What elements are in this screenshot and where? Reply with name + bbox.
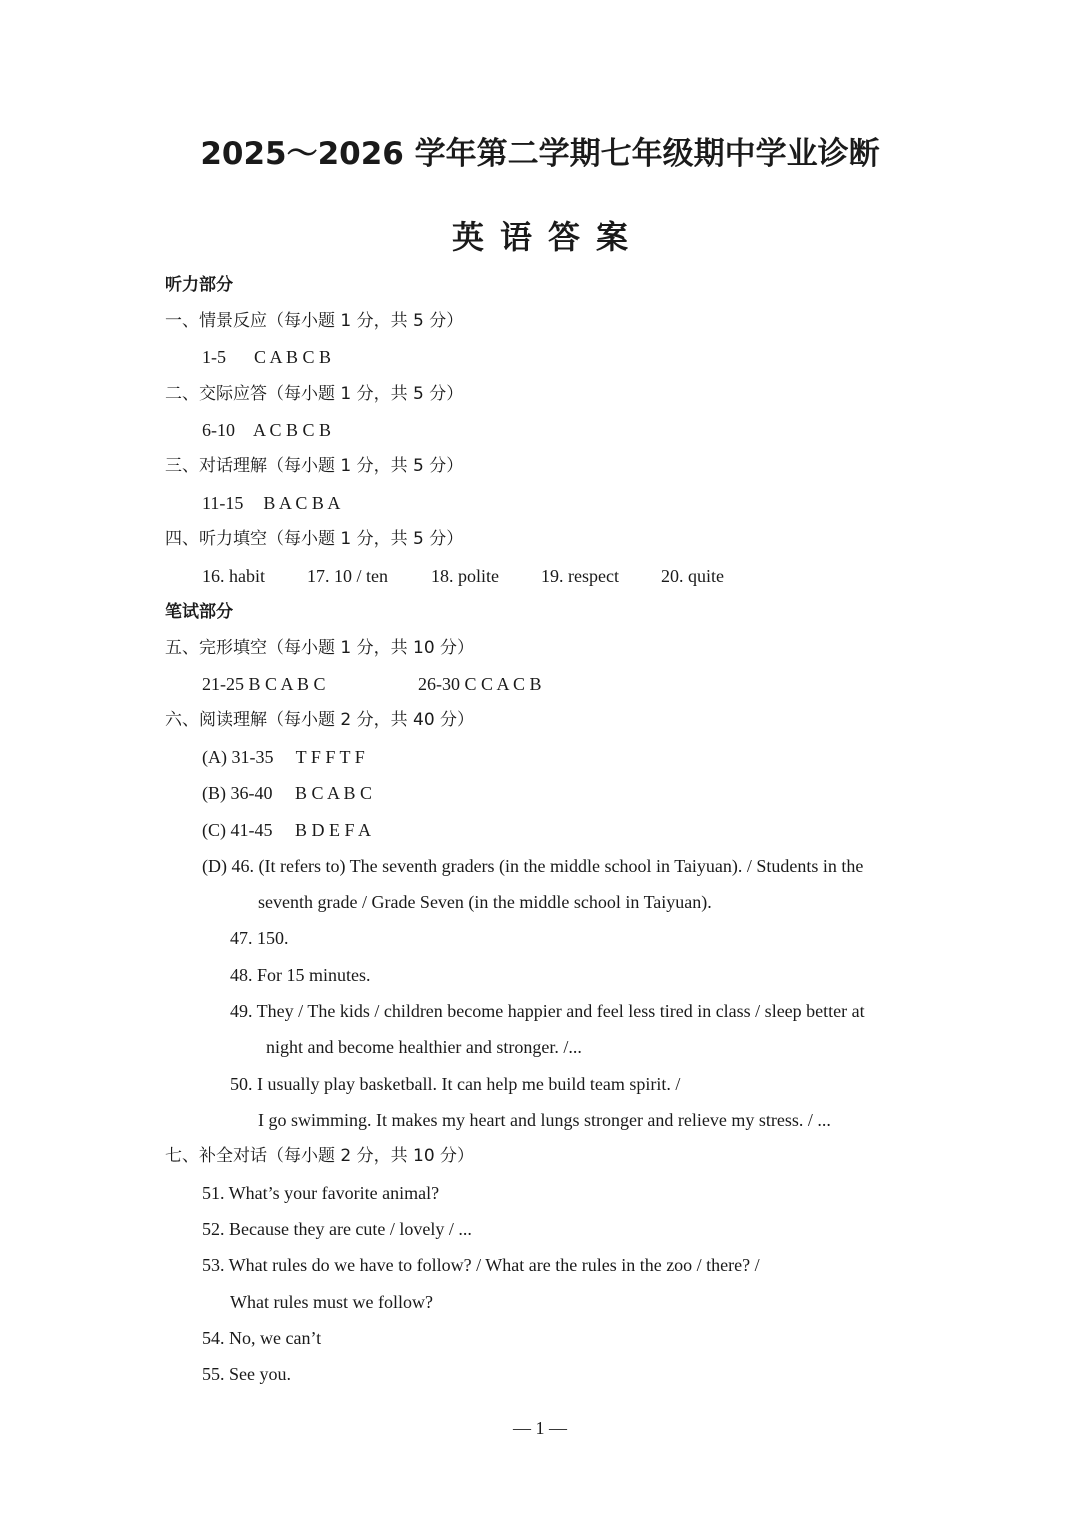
section-2-range: 6-10 [202, 420, 235, 440]
reading-d-49-line1: 49. They / The kids / children become happier and feel less tired in class / sleep better at [230, 1001, 865, 1021]
reading-d-50-line1: 50. I usually play basketball. It can help me build team spirit. / [230, 1074, 681, 1094]
writing-section-label: 笔试部分 [165, 602, 233, 622]
listening-section-label: 听力部分 [165, 275, 233, 295]
dialog-answer-54: 54. No, we can’t [202, 1328, 322, 1348]
section-2-heading: 二、交际应答（每小题 1 分，共 5 分） [165, 384, 464, 404]
reading-a-answers: (A) 31-35 T F F T F [202, 747, 365, 767]
section-3-answers [202, 491, 340, 515]
dialog-answer-52: 52. Because they are cute / lovely / ... [202, 1219, 472, 1239]
section-5-heading: 五、完形填空（每小题 1 分，共 10 分） [165, 638, 475, 658]
section-2-answer-key: A C B C B [253, 420, 332, 440]
page-title: 2025～2026 学年第二学期七年级期中学业诊断 [200, 136, 880, 172]
section-5-answers-part1: 21-25 B C A B C [202, 674, 326, 694]
fill-answer-20: 20. quite [661, 566, 724, 586]
section-1-answers [202, 345, 331, 369]
section-4-heading: 四、听力填空（每小题 1 分，共 5 分） [165, 529, 464, 549]
reading-d-50-line2: I go swimming. It makes my heart and lungs stronger and relieve my stress. / ... [258, 1110, 831, 1130]
section-3-range: 11-15 [202, 493, 244, 513]
dialog-answer-55: 55. See you. [202, 1364, 291, 1384]
fill-answer-18: 18. polite [431, 566, 499, 586]
dialog-answer-51: 51. What’s your favorite animal? [202, 1183, 440, 1203]
section-3-heading: 三、对话理解（每小题 1 分，共 5 分） [165, 456, 464, 476]
section-3-answer-key: B A C B A [263, 493, 341, 513]
section-7-heading: 七、补全对话（每小题 2 分，共 10 分） [165, 1146, 475, 1166]
section-1-range: 1-5 [202, 347, 226, 367]
reading-d-46-line1: (D) 46. (It refers to) The seventh graders (in the middle school in Taiyuan). / Students in the [202, 856, 864, 876]
reading-d-47: 47. 150. [230, 928, 289, 948]
fill-answer-17: 17. 10 / ten [307, 566, 388, 586]
reading-c-answers: (C) 41-45 B D E F A [202, 820, 372, 840]
section-1-heading: 一、情景反应（每小题 1 分，共 5 分） [165, 311, 464, 331]
section-5-answers-part2: 26-30 C C A C B [418, 674, 542, 694]
reading-d-46-line2: seventh grade / Grade Seven (in the middle school in Taiyuan). [258, 892, 712, 912]
dialog-answer-53-line2: What rules must we follow? [230, 1292, 433, 1312]
reading-b-answers: (B) 36-40 B C A B C [202, 783, 373, 803]
dialog-answer-53-line1: 53. What rules do we have to follow? / What are the rules in the zoo / there? / [202, 1255, 760, 1275]
section-6-heading: 六、阅读理解（每小题 2 分，共 40 分） [165, 710, 475, 730]
page-number: — 1 — [513, 1418, 567, 1438]
fill-answer-16: 16. habit [202, 566, 265, 586]
fill-answer-19: 19. respect [541, 566, 619, 586]
page-subtitle: 英语答案 [451, 218, 644, 256]
section-1-answer-key: C A B C B [254, 347, 332, 367]
section-2-answers [202, 418, 331, 442]
reading-d-49-line2: night and become healthier and stronger. /... [266, 1037, 582, 1057]
reading-d-48: 48. For 15 minutes. [230, 965, 371, 985]
